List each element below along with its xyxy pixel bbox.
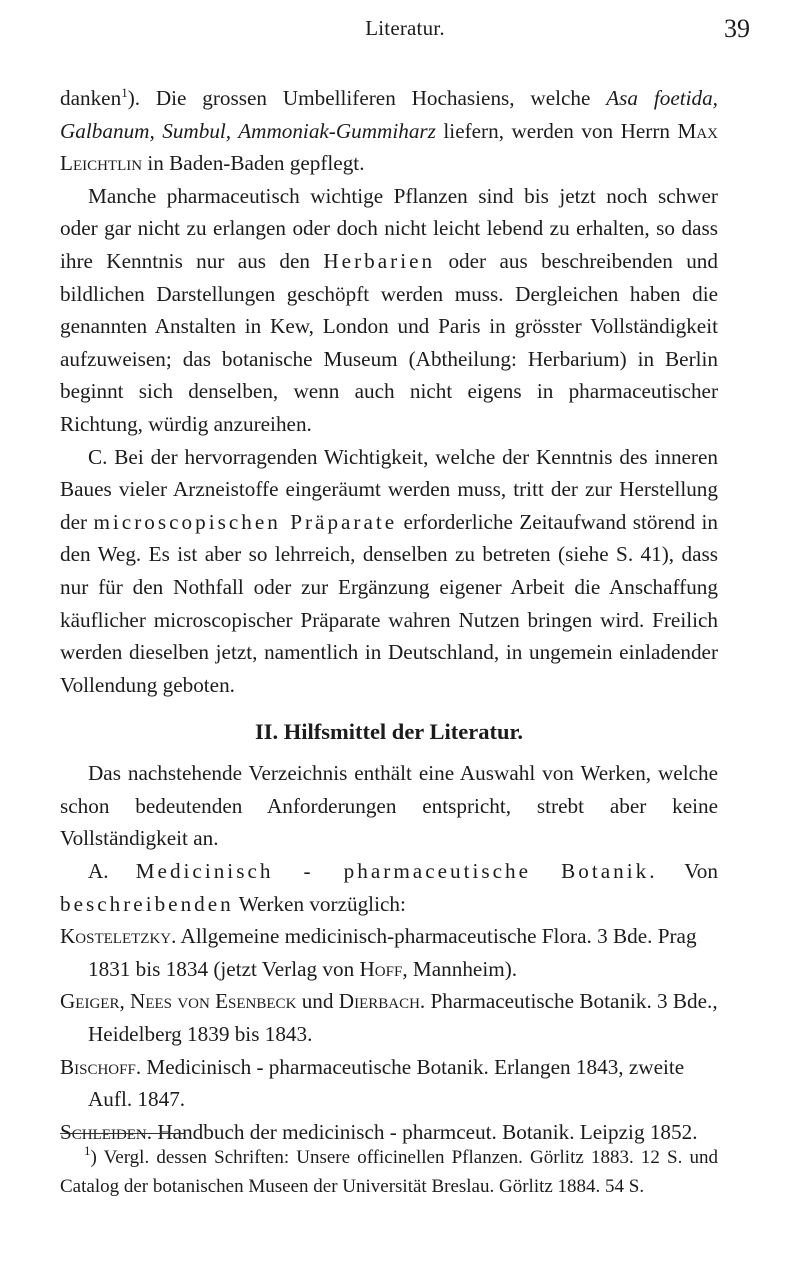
- text-run: oder aus beschreibenden und bildlichen Darstellungen geschöpft werden muss. Dergleichen haben die genannten Anstalten in Kew, London und Paris in grösster Vollständigkeit aufzuweisen; das botanische Museum (Abtheilung: Herbarium) in Berlin beginnt sich denselben, wenn auch nicht eigens in pharmaceutischer Richtung, würdig anzureihen.: [60, 248, 718, 436]
- footnote-rule: [60, 1133, 184, 1134]
- italic-plant-names: Asa foetida, Galbanum, Sumbul, Ammoniak-Gummiharz: [60, 86, 718, 143]
- spaced-emphasis: microscopischen Präparate: [93, 509, 398, 534]
- bib-publisher: Hoff: [359, 956, 403, 981]
- spaced-emphasis: beschreibenden: [60, 891, 234, 916]
- text-run: Manche pharmaceutisch wichtige Pflanzen sind bis jetzt noch schwer oder gar nicht zu erlangen oder doch nicht leicht lebend zu erhalten, so dass ihre Kenntnis nur aus den: [60, 183, 718, 273]
- footnote-text: [60, 1144, 718, 1201]
- person-name: Max Leichtlin: [60, 118, 718, 176]
- text-run: in Baden-Baden gepflegt.: [142, 151, 365, 176]
- section-heading: II. Hilfsmittel der Literatur.: [254, 719, 524, 745]
- text-run: ). Die grossen Umbelliferen Hochasiens, welche: [127, 86, 607, 110]
- footnote-marker: 1: [121, 85, 128, 100]
- text-run: A.: [88, 859, 136, 884]
- page-number: 39: [724, 14, 750, 43]
- spaced-emphasis: Herbarien: [323, 248, 436, 273]
- bib-text: Medicinisch - pharmaceutische Botanik. Erlangen 1843, zweite Aufl. 1847.: [88, 1054, 685, 1112]
- bib-author: Schleiden.: [60, 1119, 153, 1144]
- bib-text: Allgemeine medicinisch-pharmaceutische Flora. 3 Bde. Prag 1831 bis 1834 (jetzt Verlag von: [88, 924, 697, 981]
- bib-text: Pharmaceutische Botanik. 3 Bde., Heidelberg 1839 bis 1843.: [88, 989, 718, 1047]
- footnote: [60, 1144, 718, 1201]
- footnote-marker: 1: [84, 1143, 91, 1158]
- bib-author: Bischoff.: [60, 1054, 142, 1079]
- bibliography-entry: [60, 985, 718, 1050]
- bib-text: , Mannheim).: [402, 956, 518, 981]
- bibliography-entry: [60, 920, 718, 985]
- paragraph-2: [60, 180, 718, 441]
- paragraph-1: [60, 82, 718, 180]
- text-run: Von: [657, 859, 718, 884]
- bib-author: Kosteletzky.: [60, 924, 177, 949]
- bibliography-entry: [60, 1051, 718, 1116]
- text-run: C. Bei der hervorragenden Wichtigkeit, welche der Kenntnis des inneren Baues vieler Arzneistoffe eingeräumt werden muss, tritt der zur Herstellung der: [60, 444, 718, 534]
- running-head: [60, 8, 750, 48]
- bib-author: Dierbach.: [338, 989, 426, 1014]
- paragraph-4: Das nachstehende Verzeichnis enthält eine Auswahl von Werken, welche schon bedeutenden Anforderungen entspricht, strebt aber keine Vollständigkeit an.: [60, 761, 718, 851]
- spaced-emphasis: Medicinisch - pharmaceutische Botanik.: [135, 859, 658, 884]
- text-run: erforderliche Zeitaufwand störend in den Weg. Es ist aber so lehrreich, denselben zu betreten (siehe S. 41), dass nur für den Nothfall oder zur Ergänzung eigener Arbeit die Anschaffung käuflicher microscopischer Präparate wahren Nutzen bringen wird. Freilich werden dieselben jetzt, namentlich in Deutschland, in ungemein einladender Vollendung geboten.: [60, 509, 718, 697]
- text-run: liefern, werden von Herrn: [435, 118, 678, 143]
- running-title: Literatur.: [365, 16, 445, 40]
- text-run: ) Vergl. dessen Schriften: Unsere officinellen Pflanzen. Görlitz 1883. 12 S. und Catalog der botanischen Museen der Universität Breslau. Görlitz 1884. 54 S.: [60, 1147, 718, 1197]
- text-run: Werken vorzüglich:: [233, 891, 406, 916]
- bib-text: und: [296, 989, 339, 1014]
- bib-author: Geiger, Nees von Esenbeck: [60, 989, 297, 1014]
- body-text: [60, 82, 718, 1148]
- text-run: danken: [60, 86, 122, 110]
- bib-text: Handbuch der medicinisch - pharmceut. Botanik. Leipzig 1852.: [152, 1119, 698, 1144]
- paragraph-5: [60, 855, 718, 920]
- paragraph-3: [60, 441, 718, 702]
